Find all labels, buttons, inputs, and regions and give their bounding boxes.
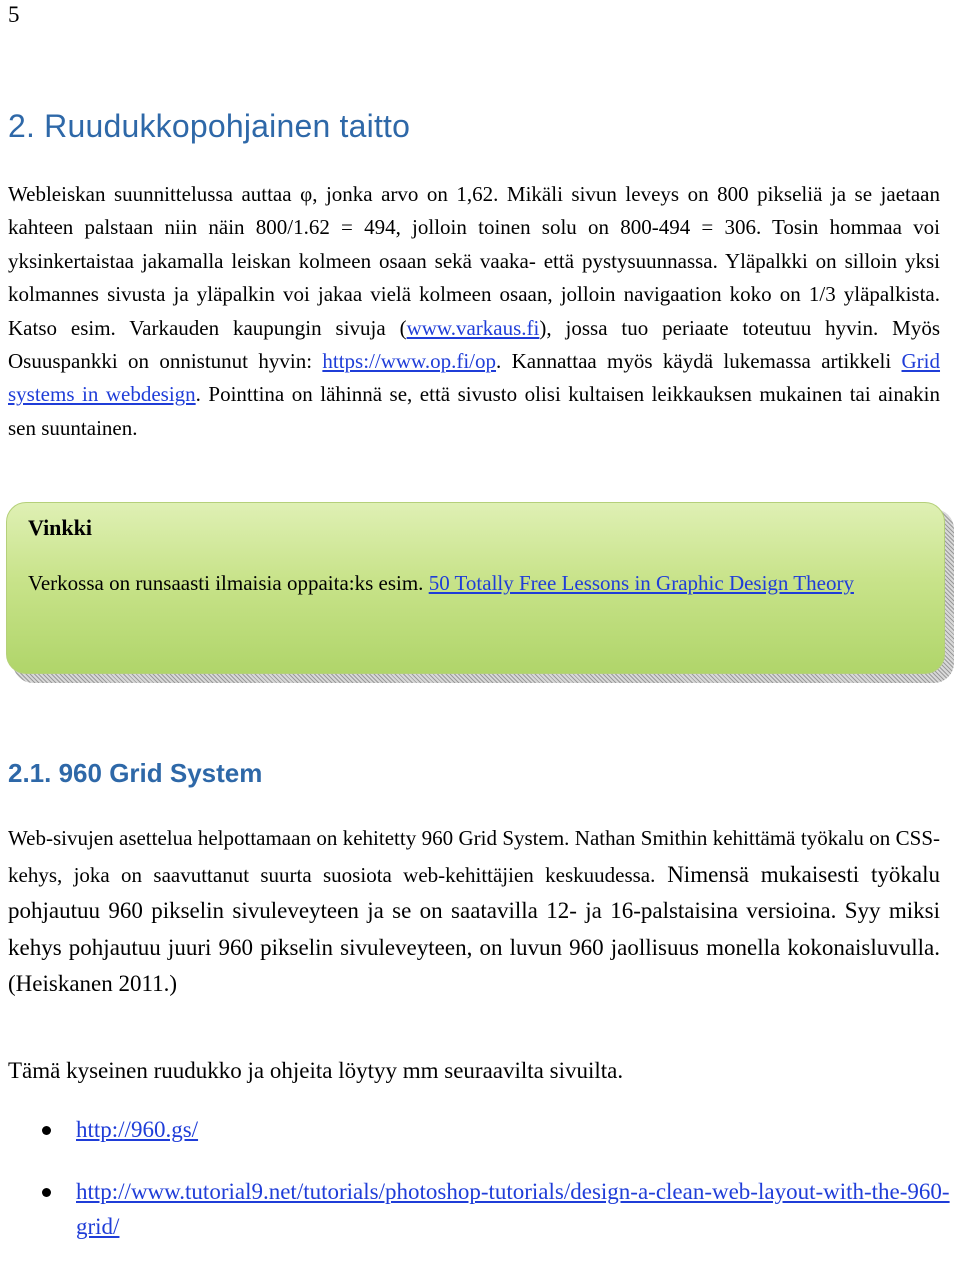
list-item [0,1174,960,1244]
page-number: 5 [8,2,20,27]
link-varkaus[interactable]: www.varkaus.fi [406,315,540,340]
paragraph-text: Webleiskan suunnittelussa auttaa φ, jonka arvo on 1,62. Mikäli sivun leveys on 800 pikseliä ja se jaetaan kahteen palstaan niin näin 800/1.62 = 494, jolloin toinen solu on 800-494 = 306. Tosin hommaa voi yksinkertaistaa jakamalla leiskan kolmeen osaan sekä vaaka- että pystysuunnassa. Yläpalkki on silloin yksi kolmannes sivusta ja yläpalkin voi jakaa vielä kolmeen osaan, jolloin navigaation koko on 1/3 yläpalkista. Katso esim. Varkauden kaupungin sivuja ( [8,182,940,340]
resources-intro: Tämä kyseinen ruudukko ja ohjeita löytyy mm seuraavilta sivuilta. [8,1058,624,1083]
link-tutorial9[interactable]: http://www.tutorial9.net/tutorials/photoshop-tutorials/design-a-clean-web-layout-with-the-960-grid/ [76,1179,950,1239]
link-op[interactable]: https://www.op.fi/op [322,349,497,374]
bullet-icon [42,1188,51,1197]
tip-box [6,502,945,674]
section-heading: 2. Ruudukkopohjainen taitto [8,108,411,144]
paragraph-text: . Kannattaa myös käydä lukemassa artikkeli [496,349,902,374]
tip-title: Vinkki [28,515,93,540]
link-grid-article[interactable]: Grid systems in webdesign [8,349,941,407]
list-item [0,1112,960,1147]
paragraph-lead: Web-sivujen asettelua helpottamaan on kehitetty 960 Grid System. Nathan Smithin kehittämä työkalu on CSS-kehys, joka on saavuttanut suurta suosiota web-kehittäjien keskuudessa. [8,826,940,887]
tip-link[interactable]: 50 Totally Free Lessons in Graphic Design Theory [428,571,854,595]
intro-paragraph [8,178,940,445]
link-960gs[interactable]: http://960.gs/ [76,1117,199,1142]
tip-text [28,567,924,600]
paragraph-rest: Nimensä mukaisesti työkalu pohjautuu 960 pikselin sivuleveyteen ja se on saatavilla 12- ja 16-palstaisina versioina. Syy miksi kehys pohjautuu juuri 960 pikselin sivuleveyteen, on luvun 960 jaollisuus monella kokonaisluvulla. (Heiskanen 2011.) [8,861,940,996]
bullet-icon [42,1126,51,1135]
tip-text-body: Verkossa on runsaasti ilmaisia oppaita:ks esim. [28,571,429,595]
paragraph-text: ), jossa tuo periaate toteutuu hyvin. Myös Osuuspankki on onnistunut hyvin: [8,315,940,374]
resource-link-list [0,1112,960,1271]
grid-system-paragraph [8,820,940,1003]
subsection-heading: 2.1. 960 Grid System [8,758,263,788]
paragraph-text: . Pointtina on lähinnä se, että sivusto olisi kultaisen leikkauksen mukainen tai ainakin sen suuntainen. [8,382,941,440]
